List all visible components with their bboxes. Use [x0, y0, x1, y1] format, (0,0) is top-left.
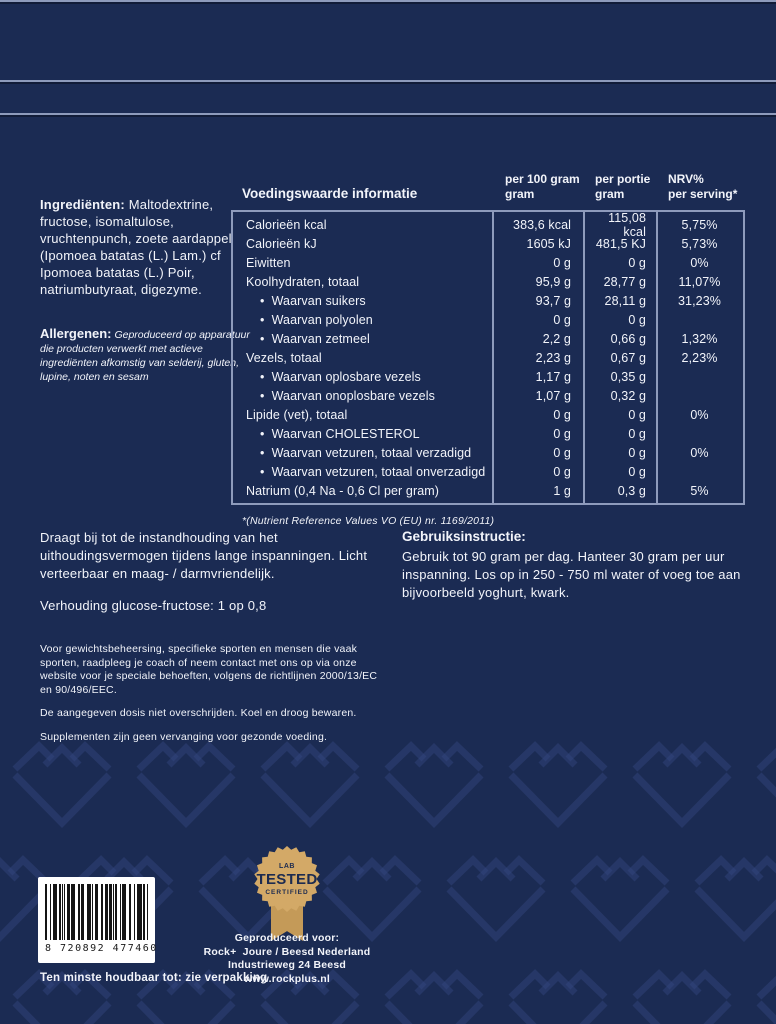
value-per-100-gram: 0 g	[553, 464, 571, 479]
value-per-portie: 0 g	[628, 445, 646, 460]
value-per-100-gram: 0 g	[553, 312, 571, 327]
value-per-portie: 0 g	[628, 312, 646, 327]
value-per-portie: 0,66 g	[610, 331, 646, 346]
nutrient-name: • Waarvan CHOLESTEROL	[233, 427, 492, 441]
usage-title: Gebruiksinstructie:	[402, 529, 526, 544]
allergens-label: Allergenen:	[40, 326, 112, 341]
value-per-portie: 0 g	[628, 255, 646, 270]
value-per-100-gram: 2,2 g	[542, 331, 571, 346]
usage-instructions	[402, 529, 750, 602]
nutrition-row	[233, 462, 743, 481]
value-per-100-gram: 1605 kJ	[526, 236, 571, 251]
ingredients-text: Maltodextrine, fructose, isomaltulose, vruchtenpunch, zoete aardappel (Ipomoea batatas (L.) Lam.) cf Ipomoea batatas (L.) Poir, natriumbutyraat, digezyme.	[40, 197, 232, 297]
nutrient-name: Calorieën kcal	[246, 217, 327, 232]
producer-line-address: Industrieweg 24 Beesd	[228, 959, 346, 971]
nutrient-name: Calorieën kJ	[246, 236, 317, 251]
nutrition-row	[233, 272, 743, 291]
column-header-line: gram	[505, 187, 535, 201]
nutrition-table-header	[231, 160, 745, 202]
barcode-digits: 8 720892 477460	[45, 943, 158, 954]
nutrient-name: • Waarvan vetzuren, totaal verzadigd	[233, 446, 492, 460]
barcode-bars-icon	[45, 884, 148, 940]
nutrient-name: Natrium (0,4 Na - 0,6 Cl per gram)	[246, 483, 440, 498]
nutrition-table-body	[231, 210, 745, 505]
nutrition-row	[233, 481, 743, 500]
value-per-portie: 28,11 g	[604, 293, 646, 308]
column-header-line: gram	[595, 187, 625, 201]
value-per-100-gram: 0 g	[553, 445, 571, 460]
value-nrv: 0%	[690, 255, 709, 270]
nutrient-name: • Waarvan onoplosbare vezels	[233, 389, 492, 403]
nutrient-name: Eiwitten	[246, 255, 291, 270]
divider-top	[0, 0, 776, 2]
nutrition-row	[233, 253, 743, 272]
nutrition-row	[233, 367, 743, 386]
column-header-nrv	[657, 172, 745, 202]
value-per-100-gram: 1,07 g	[535, 388, 571, 403]
nutrition-row	[233, 348, 743, 367]
divider-upper	[0, 80, 776, 82]
value-per-100-gram: 0 g	[553, 426, 571, 441]
producer-line-website: www.rockplus.nl	[243, 972, 331, 985]
producer-line-title: Geproduceerd voor:	[234, 932, 340, 944]
column-header-line: per serving*	[668, 187, 738, 201]
value-per-100-gram: 2,23 g	[535, 350, 571, 365]
nutrient-name: • Waarvan polyolen	[233, 313, 492, 327]
column-header-line: NRV%	[668, 172, 704, 186]
value-per-portie: 0,32 g	[610, 388, 646, 403]
nutrient-name: • Waarvan suikers	[233, 294, 492, 308]
badge-line-lab: LAB	[279, 862, 295, 870]
nutrition-row	[233, 424, 743, 443]
nutrient-name: Koolhydraten, totaal	[246, 274, 360, 289]
column-divider	[583, 212, 585, 503]
badge-line-certified: CERTIFIED	[265, 888, 309, 896]
usage-text: Gebruik tot 90 gram per dag. Hanteer 30 gram per uur inspanning. Los op in 250 - 750 ml water of voeg toe aan bijvoorbeeld yoghurt, kwark.	[402, 549, 741, 600]
nrv-footnote: *(Nutrient Reference Values VO (EU) nr. 1169/2011)	[242, 515, 495, 527]
barcode	[38, 877, 158, 963]
nutrition-row	[233, 310, 743, 329]
nutrition-table-title: Voedingswaarde informatie	[242, 186, 418, 201]
badge-line-tested: TESTED	[256, 870, 318, 888]
ingredients-section	[40, 196, 248, 298]
value-per-100-gram: 0 g	[553, 407, 571, 422]
nutrient-name: • Waarvan zetmeel	[233, 332, 492, 346]
value-per-portie: 28,77 g	[603, 274, 646, 289]
column-header-line: per portie	[595, 172, 651, 186]
nutrient-name: Lipide (vet), totaal	[246, 407, 348, 422]
value-per-portie: 0 g	[628, 407, 646, 422]
value-per-100-gram: 1 g	[553, 483, 571, 498]
nutrient-name: Vezels, totaal	[246, 350, 322, 365]
value-per-100-gram: 93,7 g	[535, 293, 571, 308]
nutrient-name: • Waarvan oplosbare vezels	[233, 370, 492, 384]
value-nrv: 5%	[690, 483, 709, 498]
value-nrv: 0%	[690, 407, 709, 422]
producer-line-company: Rock+ Joure / Beesd Nederland	[203, 945, 371, 958]
badge-text	[253, 845, 321, 913]
disclaimer-guidelines: Voor gewichtsbeheersing, specifieke sporten en mensen die vaak sporten, raadpleeg je coach of neem contact met ons op via onze website voor je speciale behoeften, volgens de richtlijnen 2000/13/EC en 90/496/EEC.	[40, 643, 378, 696]
divider-lower	[0, 113, 776, 115]
ingredients-label: Ingrediënten:	[40, 197, 125, 212]
lab-tested-badge	[227, 845, 347, 945]
allergens-text: Geproduceerd op apparatuur die producten verwerkt met actieve ingrediënten afkomstig van selderij, gluten, lupine, noten en sesam	[40, 329, 250, 383]
nutrition-row	[233, 234, 743, 253]
disclaimer-dosage: De aangegeven dosis niet overschrijden. Koel en droog bewaren.	[40, 707, 357, 719]
glucose-fructose-ratio: Verhouding glucose-fructose: 1 op 0,8	[40, 598, 267, 613]
value-nrv: 31,23%	[678, 293, 721, 308]
value-per-100-gram: 95,9 g	[535, 274, 571, 289]
value-per-portie: 0 g	[628, 426, 646, 441]
allergens-section	[40, 327, 254, 384]
disclaimer-supplements: Supplementen zijn geen vervanging voor gezonde voeding.	[40, 730, 328, 743]
nutrition-row	[233, 291, 743, 310]
disclaimer-section	[40, 643, 392, 754]
value-per-portie: 0 g	[628, 464, 646, 479]
column-header-per-portie	[584, 172, 657, 202]
value-nrv: 2,23%	[681, 350, 718, 365]
nutrition-row	[233, 443, 743, 462]
column-header-line: per 100 gram	[505, 172, 580, 186]
benefit-claim-text: Draagt bij tot de instandhouding van het uithoudingsvermogen tijdens lange inspanningen. Licht verteerbaar en maag- / darmvriendelijk.	[40, 530, 368, 581]
value-per-100-gram: 1,17 g	[535, 369, 571, 384]
best-before-text: Ten minste houdbaar tot: zie verpakking	[40, 972, 268, 984]
column-header-per-100-gram	[494, 172, 584, 202]
producer-info	[187, 932, 387, 986]
value-per-portie: 481,5 KJ	[595, 236, 646, 251]
nutrient-name: • Waarvan vetzuren, totaal onverzadigd	[233, 465, 492, 479]
value-per-100-gram: 0 g	[553, 255, 571, 270]
column-divider	[656, 212, 658, 503]
value-per-portie: 115,08 kcal	[608, 210, 646, 239]
column-divider	[492, 212, 494, 503]
value-per-portie: 0,3 g	[617, 483, 646, 498]
value-per-portie: 0,35 g	[610, 369, 646, 384]
value-per-100-gram: 383,6 kcal	[513, 217, 571, 232]
nutrition-row	[233, 405, 743, 424]
value-nrv: 1,32%	[681, 331, 718, 346]
nutrition-row	[233, 210, 743, 239]
value-nrv: 5,73%	[681, 236, 718, 251]
nutrition-table	[231, 160, 745, 527]
value-per-portie: 0,67 g	[610, 350, 646, 365]
value-nrv: 0%	[690, 445, 709, 460]
value-nrv: 5,75%	[681, 217, 718, 232]
nutrition-row	[233, 386, 743, 405]
nutrition-row	[233, 329, 743, 348]
value-nrv: 11,07%	[678, 274, 721, 289]
